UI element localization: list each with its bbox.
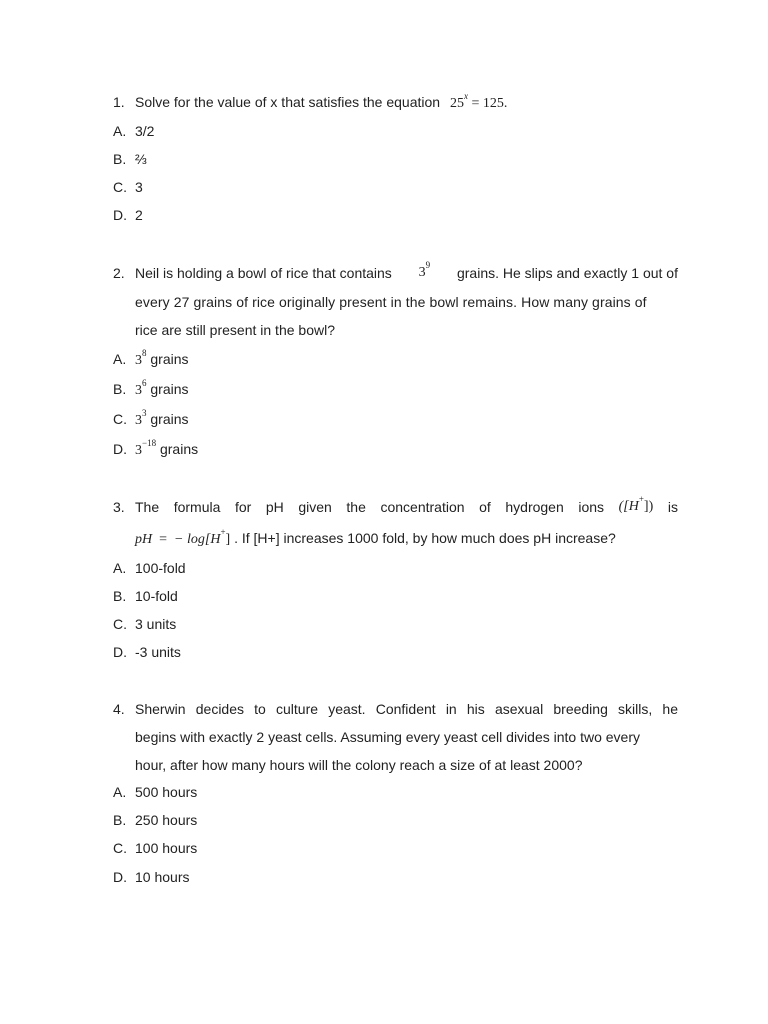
option-letter: A. [113, 784, 127, 800]
prompt-word: of [479, 499, 491, 515]
option-text [135, 439, 678, 461]
option-base: 3 [135, 413, 142, 428]
option-exponent: −18 [142, 438, 157, 449]
question-1-option-a[interactable] [113, 121, 678, 141]
option-text: 100-fold [135, 560, 186, 576]
option-letter: D. [113, 207, 127, 223]
prompt-word: hydrogen [505, 499, 564, 515]
math-sup: + [638, 494, 644, 505]
question-1-prompt [113, 92, 678, 112]
prompt-text: Neil is holding a bowl of rice that contains [135, 265, 392, 281]
option-unit: grains [150, 351, 189, 367]
question-number: 3. [113, 499, 125, 515]
math-close: ]) [643, 499, 654, 514]
prompt-text: . If [H+] increases 1000 fold, by how much does pH increase? [234, 530, 616, 546]
formula-sup: + [220, 527, 226, 538]
question-1-option-c[interactable] [113, 177, 678, 197]
question-2-prompt-line-1 [113, 260, 678, 283]
option-text: 3 units [135, 616, 177, 632]
option-text [135, 409, 678, 431]
prompt-word: ions [578, 499, 605, 515]
ph-formula [135, 527, 231, 547]
option-text: 250 hours [135, 812, 198, 828]
equation [449, 91, 504, 111]
option-text: 2 [135, 207, 143, 223]
question-4-prompt-line-1 [113, 699, 678, 719]
option-letter: B. [113, 812, 127, 828]
prompt-text: hour, after how many hours will the colony reach a size of at least 2000? [135, 757, 583, 773]
expression-exponent: 9 [425, 260, 431, 271]
prompt-word: pH [265, 499, 284, 515]
option-text: 10 hours [135, 869, 190, 885]
question-3-option-b[interactable] [113, 586, 678, 606]
option-exponent: 8 [142, 348, 147, 359]
option-text [135, 349, 678, 371]
prompt-text: rice are still present in the bowl? [135, 322, 335, 338]
option-text: 10-fold [135, 588, 178, 604]
equation-end: . [503, 96, 508, 111]
prompt-word: formula [173, 499, 221, 515]
question-text [135, 528, 678, 550]
option-base: 3 [135, 383, 142, 398]
option-text: -3 units [135, 644, 181, 660]
option-letter: C. [113, 411, 127, 427]
question-3-prompt-line-1 [113, 494, 678, 517]
option-text: 500 hours [135, 784, 198, 800]
option-letter: D. [113, 869, 127, 885]
prompt-word: concentration [380, 499, 465, 515]
option-letter: A. [113, 123, 127, 139]
question-3-option-c[interactable] [113, 614, 678, 634]
prompt-word: for [234, 499, 252, 515]
question-number: 1. [113, 94, 125, 110]
math-open: ([H [618, 499, 639, 514]
question-2-prompt-line-2 [113, 292, 678, 312]
question-3-option-a[interactable] [113, 558, 678, 578]
option-exponent: 6 [142, 378, 147, 389]
question-1-option-b[interactable] [113, 149, 678, 169]
option-unit: grains [159, 441, 199, 457]
question-4-prompt-line-3 [113, 755, 678, 775]
question-number: 4. [113, 701, 125, 717]
expression-base: 3 [418, 265, 426, 280]
question-2-prompt-line-3 [113, 320, 678, 340]
option-letter: A. [113, 351, 127, 367]
question-text [135, 494, 678, 517]
prompt-word: The [135, 499, 160, 515]
option-text: 100 hours [135, 840, 198, 856]
exponent-expression [418, 260, 431, 283]
question-2-option-d[interactable] [113, 439, 678, 459]
prompt-text: Sherwin decides to culture yeast. Confident in his asexual breeding skills, he [135, 701, 678, 717]
option-letter: A. [113, 560, 127, 576]
question-1-option-d[interactable] [113, 205, 678, 225]
option-letter: B. [113, 151, 127, 167]
prompt-word: the [346, 499, 366, 515]
formula-log: − log[H [174, 532, 221, 547]
option-letter: C. [113, 840, 127, 856]
question-4-option-b[interactable] [113, 810, 678, 830]
prompt-text: grains. He slips and exactly 1 out of [456, 265, 678, 281]
option-letter: B. [113, 381, 127, 397]
option-base: 3 [135, 353, 142, 368]
option-text: 3 [135, 179, 143, 195]
question-4-prompt-line-2 [113, 727, 678, 747]
question-4-option-c[interactable] [113, 838, 678, 858]
equation-base: 25 [449, 96, 464, 111]
prompt-text: every 27 grains of rice originally present in the bowl remains. How many grains of [135, 294, 647, 310]
option-text: ⅔ [135, 151, 147, 167]
option-letter: B. [113, 588, 127, 604]
option-unit: grains [150, 411, 189, 427]
option-letter: D. [113, 644, 127, 660]
prompt-word: given [298, 499, 332, 515]
option-unit: grains [150, 381, 189, 397]
question-4-option-d[interactable] [113, 867, 678, 887]
option-letter: D. [113, 441, 127, 457]
formula-ph: pH [135, 532, 153, 547]
question-3-prompt-line-2 [113, 528, 678, 548]
option-letter: C. [113, 616, 127, 632]
hydrogen-ion-expression [618, 494, 654, 517]
prompt-word: is [667, 499, 678, 515]
option-text: 3/2 [135, 123, 155, 139]
equation-exponent: x [463, 91, 468, 102]
question-4-option-a[interactable] [113, 782, 678, 802]
question-2-option-a[interactable] [113, 349, 678, 369]
question-2-option-c[interactable] [113, 409, 678, 429]
formula-equals: = [159, 532, 168, 547]
formula-close: ] [225, 532, 231, 547]
question-2-option-b[interactable] [113, 379, 678, 399]
question-text [135, 260, 678, 283]
option-exponent: 3 [142, 408, 147, 419]
prompt-text: Solve for the value of x that satisfies the equation [135, 94, 441, 110]
prompt-text: begins with exactly 2 yeast cells. Assuming every yeast cell divides into two every [135, 729, 641, 745]
question-3-option-d[interactable] [113, 642, 678, 662]
question-number: 2. [113, 265, 125, 281]
option-letter: C. [113, 179, 127, 195]
question-text [135, 92, 678, 114]
option-text [135, 379, 678, 401]
option-base: 3 [135, 443, 142, 458]
equation-rhs: = 125 [471, 96, 504, 111]
